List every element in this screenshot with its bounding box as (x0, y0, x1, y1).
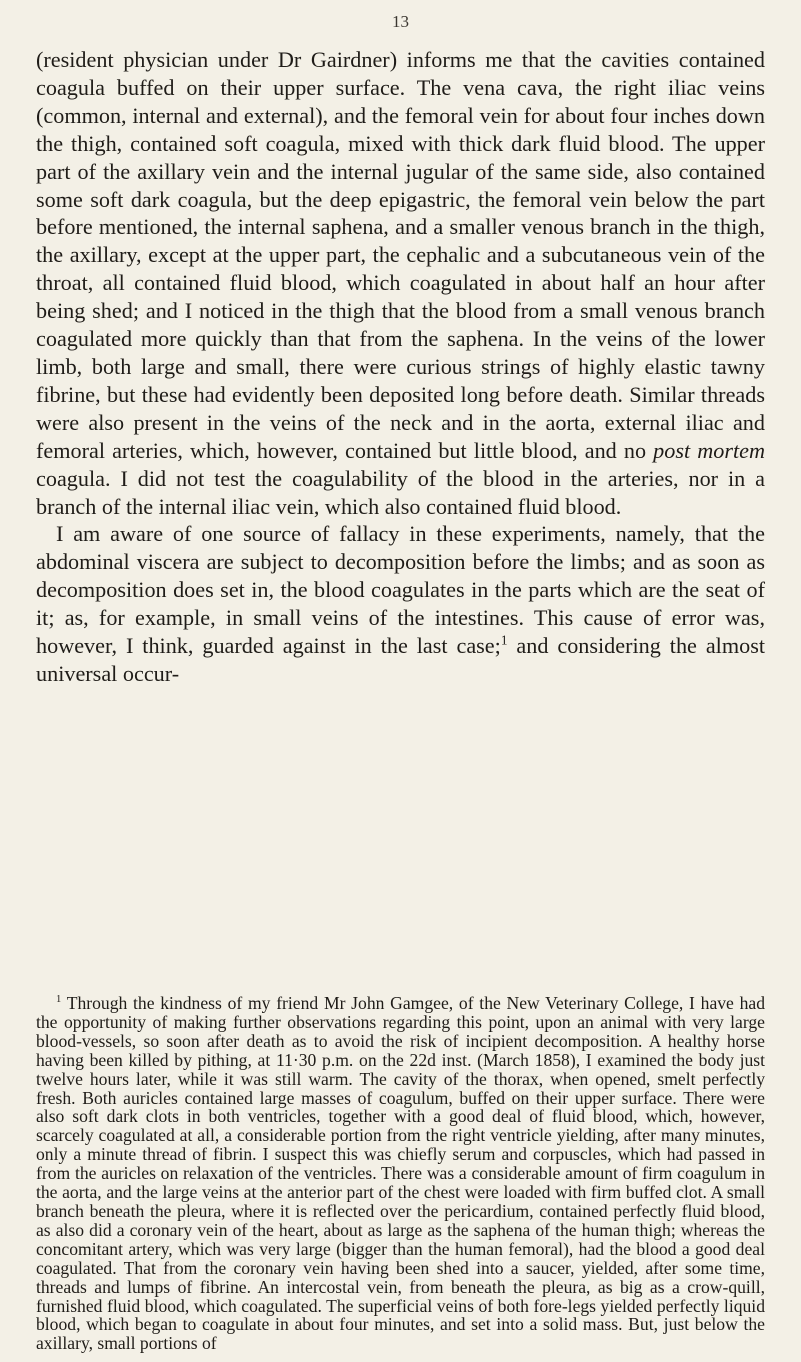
paragraph-1-text-a: (resident physician under Dr Gairdner) informs me that the cavities contained coagula buffed on their upper surface. The vena cava, the right iliac veins (common, internal and external), and the femoral vein for about four inches down the thigh, contained soft coagula, mixed with thick dark fluid blood. The upper part of the axillary vein and the internal jugular of the same side, also contained some soft dark coagula, but the deep epigastric, the femoral vein below the part before mentioned, the internal saphena, and a smaller venous branch in the thigh, the axillary, except at the upper part, the cephalic and a subcutaneous vein of the throat, all contained fluid blood, which coagulated in about half an hour after being shed; and I noticed in the thigh that the blood from a small venous branch coagulated more quickly than that from the saphena. In the veins of the lower limb, both large and small, there were curious strings of highly elastic tawny fibrine, but these had evidently been deposited long before death. Similar threads were also present in the veins of the neck and in the aorta, external iliac and femoral arteries, which, however, contained but little blood, and no (36, 47, 765, 463)
footnote (36, 994, 765, 1353)
footnote-text: Through the kindness of my friend Mr John Gamgee, of the New Veterinary College, I have had the opportunity of making further observations regarding this point, upon an animal with very large blood-vessels, so soon after death as to avoid the risk of incipient decomposition. A healthy horse having been killed by pithing, at 11·30 p.m. on the 22d inst. (March 1858), I examined the body just twelve hours later, while it was still warm. The cavity of the thorax, when opened, smelt perfectly fresh. Both auricles contained large masses of coagulum, buffed on their upper surface. There were also soft dark clots in both ventricles, together with a good deal of fluid blood, which, however, scarcely coagulated at all, a considerable portion from the right ventricle yielding, after many minutes, only a minute thread of fibrin. I suspect this was chiefly serum and corpuscles, which had passed in from the auricles on relaxation of the ventricles. There was a considerable amount of firm coagulum in the aorta, and the large veins at the anterior part of the chest were loaded with firm buffed clot. A small branch beneath the pleura, where it is reflected over the pericardium, contained perfectly fluid blood, as also did a coronary vein of the heart, about as large as the saphena of the human thigh; whereas the concomitant artery, which was very large (bigger than the human femoral), had the blood a good deal coagulated. That from the coronary vein having been shed into a saucer, yielded, after some time, threads and lumps of fibrine. An intercostal vein, from beneath the pleura, as big as a crow-quill, furnished fluid blood, which coagulated. The superficial veins of both fore-legs yielded perfectly liquid blood, which began to coagulate in about four minutes, and set into a solid mass. But, just below the axillary, small portions of (36, 993, 765, 1354)
footnote-reference: 1 (500, 632, 508, 648)
paragraph-2-text-a: I am aware of one source of fallacy in these experiments, namely, that the abdominal viscera are subject to decomposition before the limbs; and as soon as decomposition does set in, the blood coagulates in the parts which are the seat of it; as, for example, in small veins of the intestines. This cause of error was, however, I think, guarded against in the last case; (36, 521, 765, 659)
paragraph-2 (36, 520, 765, 687)
paragraph-1-text-b: coagula. I did not test the coagulability of the blood in the arteries, nor in a branch of the internal iliac vein, which also contained fluid blood. (36, 465, 765, 519)
paragraph-1 (36, 46, 765, 520)
paragraph-2-text-b: and considering the almost universal occur- (36, 633, 765, 686)
page-number: 13 (392, 12, 409, 31)
paragraph-1-italic-phrase: post mortem (653, 437, 765, 463)
footnote-marker: 1 (56, 994, 62, 1006)
main-text (36, 46, 765, 688)
